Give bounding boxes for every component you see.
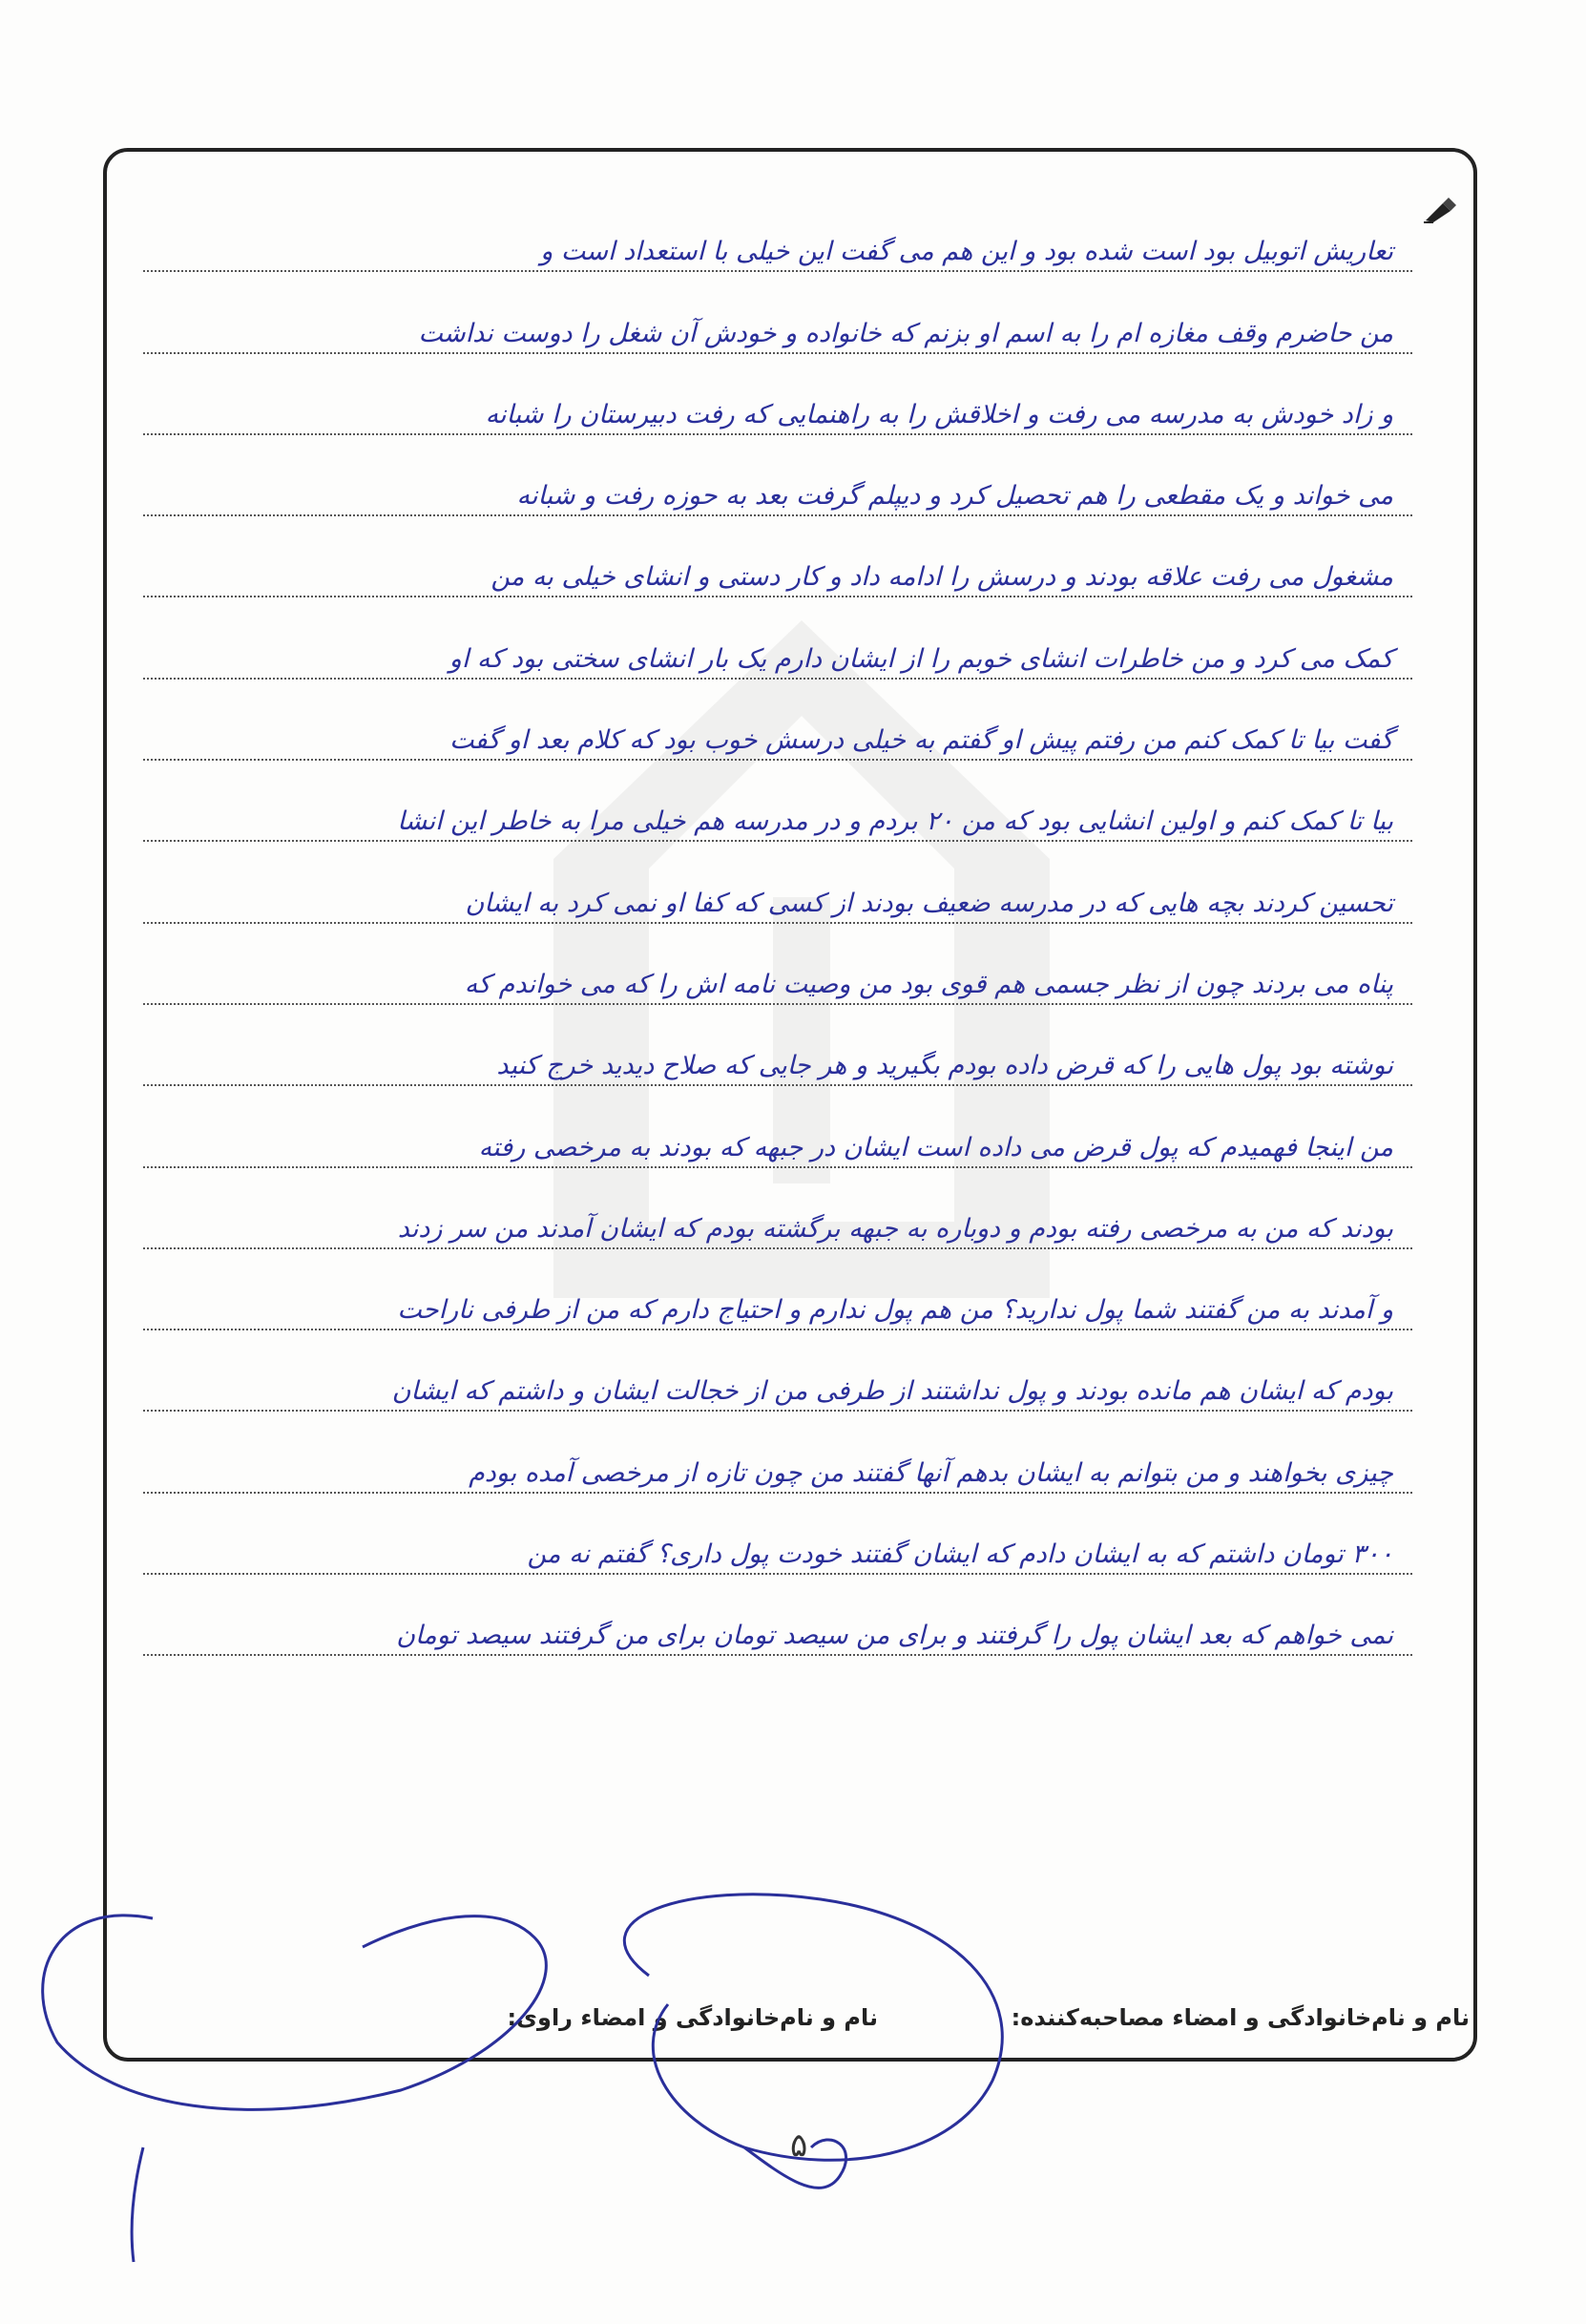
text-line: [143, 1330, 1412, 1412]
text-line: [143, 761, 1412, 842]
handwritten-text: کمک می کرد و من خاطرات انشای خوبم را از ایشان دارم یک بار انشای سختی بود که او: [449, 643, 1393, 674]
text-line: [143, 1494, 1412, 1575]
text-line: [143, 516, 1412, 597]
handwritten-text: ۳۰۰ تومان داشتم که به ایشان دادم که ایشان گفتند خودت پول داری؟ گفتم نه من: [527, 1539, 1393, 1570]
text-line: [143, 272, 1412, 353]
text-line: [143, 354, 1412, 435]
handwritten-lines: [143, 191, 1412, 1656]
handwritten-text: بودم که ایشان هم مانده بودند و پول نداشتند از طرفی من از خجالت ایشان و داشتم که ایشان: [391, 1376, 1393, 1407]
handwritten-text: من حاضرم وقف مغازه ام را به اسم او بزنم که خانواده و خودش آن شغل را دوست نداشت: [418, 318, 1393, 348]
handwritten-text: نمی خواهم که بعد ایشان پول را گرفتند و برای من سیصد تومان برای من گرفتند سیصد تومان: [396, 1621, 1393, 1651]
handwritten-text: چیزی بخواهند و من بتوانم به ایشان بدهم آنها گفتند من چون تازه از مرخصی آمده بودم: [469, 1457, 1393, 1488]
handwritten-text: تحسین کردند بچه هایی که در مدرسه ضعیف بودند از کسی که کفا او نمی کرد به ایشان: [465, 888, 1393, 918]
handwritten-signature: [0, 1861, 1586, 2324]
text-line: [143, 1575, 1412, 1656]
text-line: [143, 842, 1412, 923]
text-line: [143, 680, 1412, 761]
text-line: [143, 191, 1412, 272]
handwritten-text: بودند که من به مرخصی رفته بودم و دوباره به جبهه برگشته بودم که ایشان آمدند من سر زدند: [397, 1213, 1393, 1244]
page-number: ۵: [790, 2126, 808, 2165]
handwritten-text: بیا تا کمک کنم و اولین انشایی بود که من ۲۰ بردم و در مدرسه هم خیلی مرا به خاطر این انشا: [397, 806, 1393, 837]
text-line: [143, 597, 1412, 679]
text-line: [143, 1168, 1412, 1249]
text-line: [143, 1249, 1412, 1330]
pen-icon: [1422, 196, 1458, 224]
handwritten-text: مشغول می رفت علاقه بودند و درسش را ادامه داد و کار دستی و انشای خیلی به من: [490, 562, 1393, 593]
text-line: [143, 1412, 1412, 1493]
handwritten-text: و آمدند به من گفتند شما پول ندارید؟ من هم پول ندارم و احتیاج دارم که من از طرفی ناراحت: [397, 1295, 1393, 1326]
handwritten-text: می خواند و یک مقطعی را هم تحصیل کرد و دیپلم گرفت بعد به حوزه رفت و شبانه: [516, 481, 1393, 512]
handwritten-text: گفت بیا تا کمک کنم من رفتم پیش او گفتم به خیلی درسش خوب بود که کلام بعد او گفت: [449, 725, 1393, 756]
text-line: [143, 1005, 1412, 1086]
handwritten-text: من اینجا فهمیدم که پول قرض می داده است ایشان در جبهه که بودند به مرخصی رفته: [478, 1132, 1393, 1162]
handwritten-text: تعاریش اتوبیل بود است شده بود و این هم می گفت این خیلی با استعداد است و: [540, 237, 1393, 267]
handwritten-text: نوشته بود پول هایی را که قرض داده بودم بگیرید و هر جایی که صلاح دیدید خرج کنید: [496, 1051, 1393, 1081]
interviewer-signature-label: نام و نام‌خانوادگی و امضاء مصاحبه‌کننده:: [1011, 2004, 1470, 2031]
handwritten-text: و زاد خودش به مدرسه می رفت و اخلاقش را به راهنمایی که رفت دبیرستان را شبانه: [485, 399, 1393, 429]
handwritten-text: پناه می بردند چون از نظر جسمی هم قوی بود من وصیت نامه اش را که می خواندم که: [464, 969, 1393, 999]
narrator-signature-label: نام و نام‌خانوادگی و امضاء راوی:: [507, 2004, 878, 2031]
text-line: [143, 924, 1412, 1005]
text-line: [143, 1086, 1412, 1167]
text-line: [143, 435, 1412, 516]
